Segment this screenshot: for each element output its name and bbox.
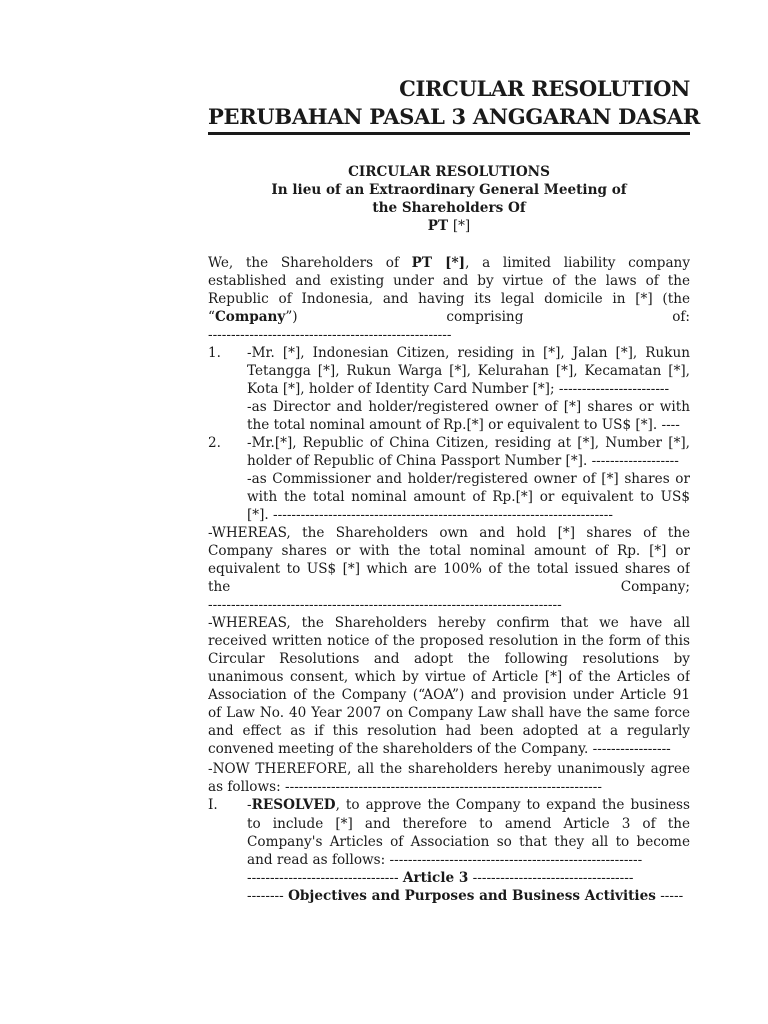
now-therefore-line: -NOW THEREFORE, all the shareholders hereby unanimously agree [208, 761, 690, 777]
whereas-line: unanimous consent, which by virtue of Article [*] of the Articles of [208, 669, 690, 685]
list-item-line: -as Commissioner and holder/registered owner of [*] shares or [247, 471, 690, 487]
resolution-number: I. [208, 797, 218, 813]
document-subtitle: PERUBAHAN PASAL 3 ANGGARAN DASAR [208, 104, 700, 129]
list-item-line: the total nominal amount of Rp.[*] or equivalent to US$ [*]. ---- [247, 417, 680, 433]
whereas-line: -WHEREAS, the Shareholders own and hold [*] shares of the [208, 525, 690, 541]
whereas-line: equivalent to US$ [*] which are 100% of the total issued shares of [208, 561, 690, 577]
whereas-line: -WHEREAS, the Shareholders hereby confirm that we have all [208, 615, 690, 631]
company-name-heading: PT [*] [427, 218, 471, 234]
whereas-line: the Company; [208, 579, 690, 595]
resolved-line: and read as follows: ------------------------------------------------------- [247, 852, 643, 868]
list-item-line: holder of Republic of China Passport Number [*]. ------------------- [247, 453, 679, 469]
whereas-line: Company shares or with the total nominal amount of Rp. [*] or [208, 543, 690, 559]
resolved-line: Company's Articles of Association so that they all to become [247, 834, 690, 850]
resolution-heading: CIRCULAR RESOLUTIONS [348, 164, 550, 180]
whereas-line: Circular Resolutions and adopt the following resolutions by [208, 651, 690, 667]
resolved-line: to include [*] and therefore to amend Article 3 of the [247, 816, 690, 832]
list-number: 2. [208, 435, 221, 451]
whereas-line: received written notice of the proposed resolution in the form of this [208, 633, 690, 649]
separator-dashes: ----------------------------------------------------- [208, 327, 452, 343]
list-item-line: -Mr.[*], Republic of China Citizen, residing at [*], Number [*], [247, 435, 690, 451]
whereas-line: of Law No. 40 Year 2007 on Company Law shall have the same force [208, 705, 690, 721]
intro-line: Republic of Indonesia, and having its legal domicile in [*] (the [208, 291, 690, 307]
list-item-line: with the total nominal amount of Rp.[*] or equivalent to US$ [247, 489, 690, 505]
resolution-heading-line: the Shareholders Of [372, 200, 526, 216]
list-item-line: Kota [*], holder of Identity Card Number [*]; ------------------------ [247, 381, 670, 397]
document-title: CIRCULAR RESOLUTION [399, 76, 690, 101]
list-item-line: -Mr. [*], Indonesian Citizen, residing in [*], Jalan [*], Rukun [247, 345, 690, 361]
list-item-line: [*]. -------------------------------------------------------------------------- [247, 507, 613, 523]
separator-dashes: ----------------------------------------------------------------------------- [208, 597, 562, 613]
list-number: 1. [208, 345, 221, 361]
intro-line: We, the Shareholders of PT [*], a limited liability company [208, 255, 690, 271]
list-item-line: Tetangga [*], Rukun Warga [*], Kelurahan [*], Kecamatan [*], [247, 363, 690, 379]
intro-line: established and existing under and by virtue of the laws of the [208, 273, 690, 289]
title-underline [208, 132, 690, 135]
resolved-line: -RESOLVED, to approve the Company to expand the business [247, 797, 690, 813]
resolution-heading-line: In lieu of an Extraordinary General Meeting of [271, 182, 627, 198]
whereas-line: convened meeting of the shareholders of the Company. ----------------- [208, 741, 671, 757]
intro-line: “Company”) comprising of: [208, 309, 690, 325]
whereas-line: and effect as if this resolution had been adopted at a regularly [208, 723, 690, 739]
article-title: -------- Objectives and Purposes and Business Activities ----- [247, 888, 684, 904]
whereas-line: Association of the Company (“AOA”) and provision under Article 91 [208, 687, 690, 703]
list-item-line: -as Director and holder/registered owner of [*] shares or with [247, 399, 690, 415]
now-therefore-line: as follows: --------------------------------------------------------------------- [208, 779, 602, 795]
article-heading: --------------------------------- Article 3 ----------------------------------- [247, 870, 634, 886]
